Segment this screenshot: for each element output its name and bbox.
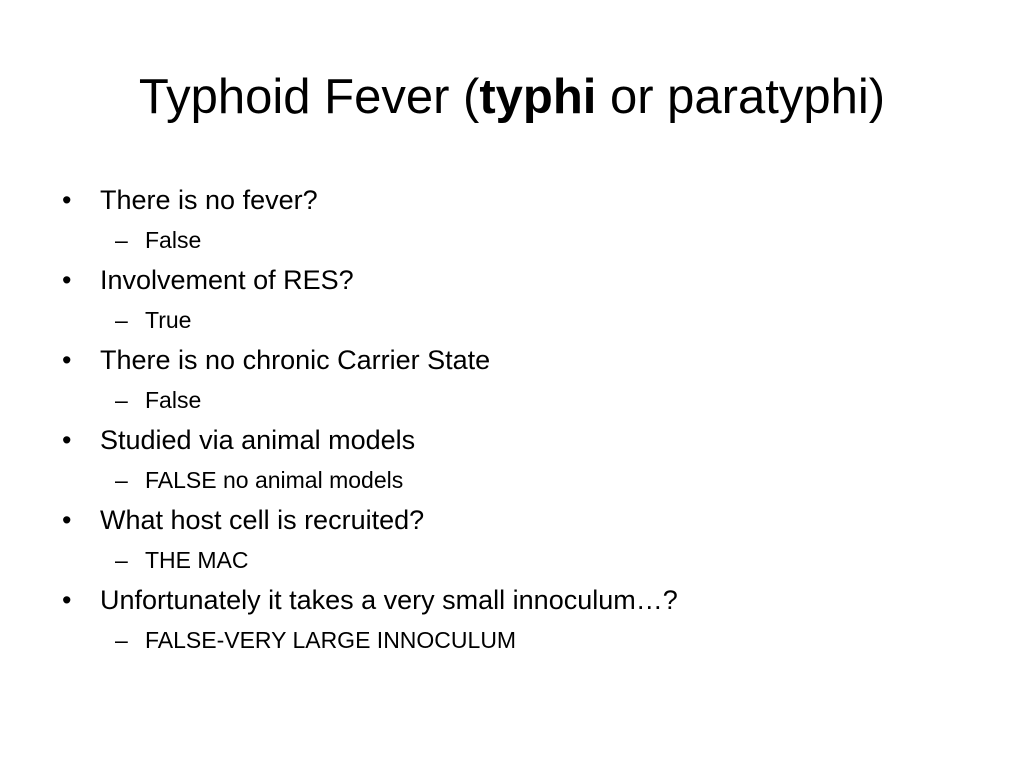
sub-bullet-text: False [145,227,202,253]
sub-bullet-text: True [145,307,192,333]
sub-bullet-line [60,464,1000,496]
bullet-item [60,256,1000,336]
sub-bullet-text: THE MAC [145,547,249,573]
bullet-line [60,576,1000,624]
bullet-item [60,576,1000,656]
dash-icon: – [115,307,128,333]
dash-icon: – [115,547,128,573]
sub-bullet-line [60,624,1000,656]
bullet-item [60,336,1000,416]
title-text-bold: typhi [479,70,597,124]
bullet-list [60,176,1000,656]
bullet-text: Involvement of RES? [100,265,354,295]
bullet-text: There is no fever? [100,185,318,215]
bullet-text: Studied via animal models [100,425,416,455]
bullet-text: What host cell is recruited? [100,505,425,535]
title-text-end: or paratyphi) [596,70,886,124]
bullet-item [60,176,1000,256]
sub-bullet-text: False [145,387,202,413]
bullet-icon: • [62,345,72,375]
bullet-line [60,416,1000,464]
bullet-line [60,336,1000,384]
bullet-icon: • [62,185,72,215]
bullet-line [60,496,1000,544]
dash-icon: – [115,467,128,493]
bullet-icon: • [62,265,72,295]
bullet-item [60,496,1000,576]
sub-bullet-line [60,304,1000,336]
dash-icon: – [115,387,128,413]
sub-bullet-line [60,224,1000,256]
bullet-line [60,256,1000,304]
dash-icon: – [115,627,128,653]
bullet-text: There is no chronic Carrier State [100,345,491,375]
bullet-item [60,416,1000,496]
bullet-icon: • [62,585,72,615]
bullet-icon: • [62,425,72,455]
title-text-start: Typhoid Fever ( [138,70,480,124]
sub-bullet-line [60,384,1000,416]
sub-bullet-text: FALSE no animal models [145,467,404,493]
bullet-line [60,176,1000,224]
sub-bullet-line [60,544,1000,576]
dash-icon: – [115,227,128,253]
sub-bullet-text: FALSE-VERY LARGE INNOCULUM [145,627,517,653]
bullet-icon: • [62,505,72,535]
bullet-text: Unfortunately it takes a very small innoculum…? [100,585,678,615]
slide-title [0,62,1024,132]
